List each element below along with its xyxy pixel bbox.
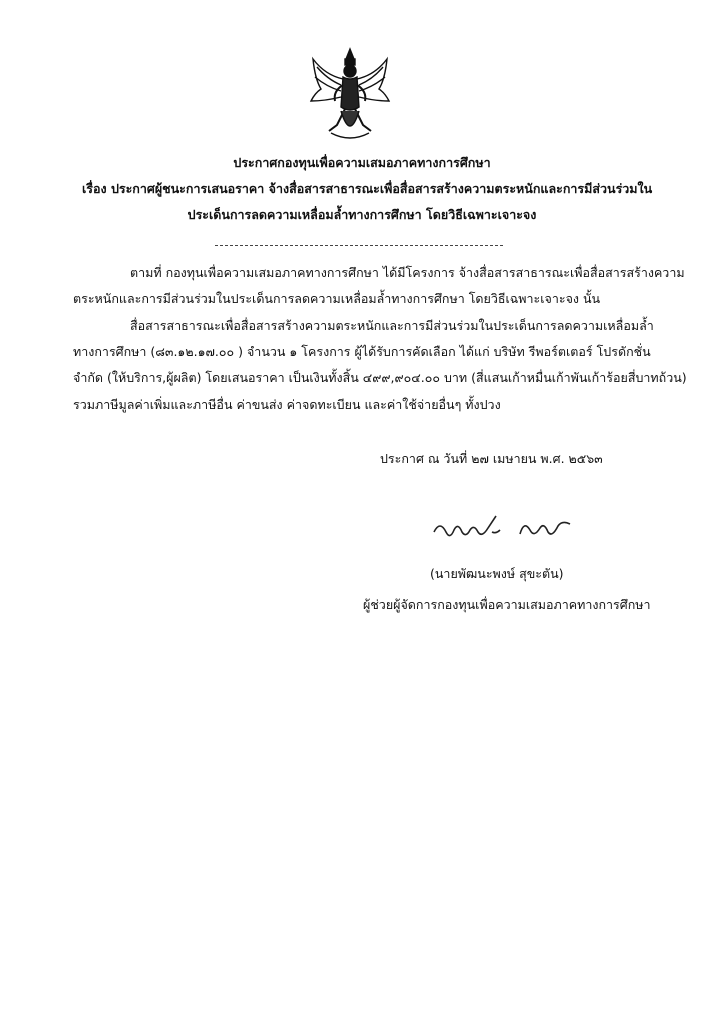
signatory-position: ผู้ช่วยผู้จัดการกองทุนเพื่อความเสมอภาคทางการศึกษา — [363, 597, 651, 612]
signatory-name: (นายพัฒนะพงษ์ สุขะตัน) — [430, 566, 564, 581]
body-paragraph-2-line-4: รวมภาษีมูลค่าเพิ่มและภาษีอื่น ค่าขนส่ง ค่าจดทะเบียน และค่าใช้จ่ายอื่นๆ ทั้งปวง — [73, 397, 501, 412]
handwritten-signature — [430, 512, 580, 544]
announcement-title: ประกาศกองทุนเพื่อความเสมอภาคทางการศึกษา — [233, 155, 491, 170]
subject-line-2: ประเด็นการลดความเหลื่อมล้ำทางการศึกษา โดยวิธีเฉพาะเจาะจง — [187, 207, 537, 222]
body-paragraph-2-line-2: ทางการศึกษา (๘๓.๑๒.๑๗.๐๐ ) จำนวน ๑ โครงการ ผู้ได้รับการคัดเลือก ได้แก่ บริษัท รีพอร์ตเตอร์ โปรดักชั่น — [73, 344, 651, 359]
subject-line-1: เรื่อง ประกาศผู้ชนะการเสนอราคา จ้างสื่อสารสาธารณะเพื่อสื่อสารสร้างความตระหนักและการมีส่วนร่วมใน — [82, 181, 653, 196]
garuda-emblem-icon — [305, 45, 395, 145]
title-divider — [215, 245, 503, 246]
body-paragraph-2-line-1: สื่อสารสาธารณะเพื่อสื่อสารสร้างความตระหนักและการมีส่วนร่วมในประเด็นการลดความเหลื่อมล้ำ — [130, 318, 654, 333]
body-paragraph-1-line-2: ตระหนักและการมีส่วนร่วมในประเด็นการลดความเหลื่อมล้ำทางการศึกษา โดยวิธีเฉพาะเจาะจง นั้น — [73, 291, 601, 306]
body-paragraph-2-line-3: จำกัด (ให้บริการ,ผู้ผลิต) โดยเสนอราคา เป็นเงินทั้งสิ้น ๔๙๙,๙๐๔.๐๐ บาท (สี่แสนเก้าหมื่นเก้าพันเก้าร้อยสี่บาทถ้วน) — [73, 370, 687, 385]
body-paragraph-1-line-1: ตามที่ กองทุนเพื่อความเสมอภาคทางการศึกษา ได้มีโครงการ จ้างสื่อสารสาธารณะเพื่อสื่อสารสร้างความ — [130, 265, 685, 280]
announcement-date: ประกาศ ณ วันที่ ๒๗ เมษายน พ.ศ. ๒๕๖๓ — [380, 451, 603, 466]
